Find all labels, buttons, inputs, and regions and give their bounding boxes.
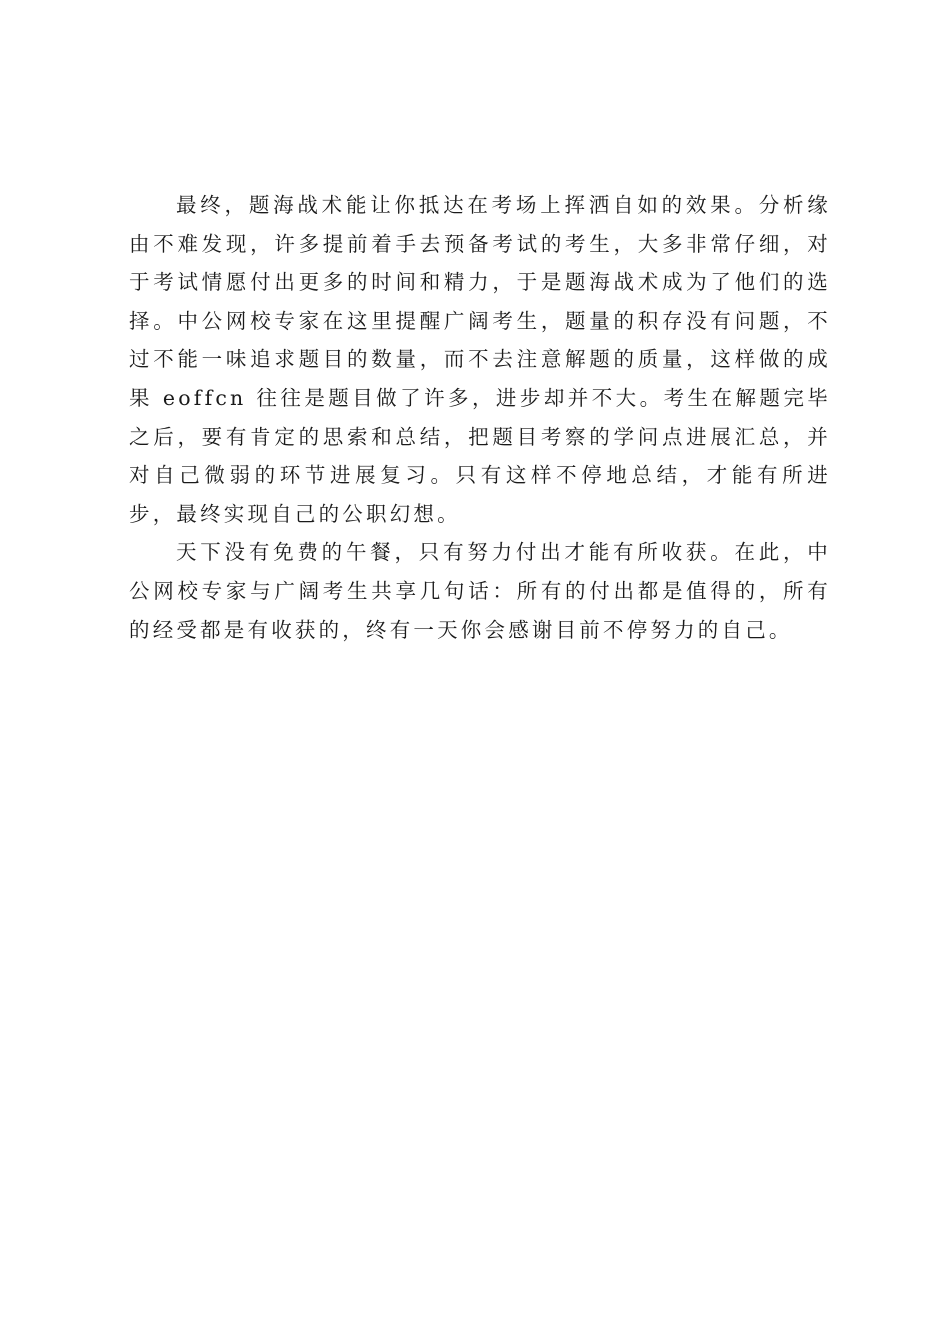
document-body xyxy=(129,186,831,649)
paragraph-1: 最终，题海战术能让你抵达在考场上挥洒自如的效果。分析缘由不难发现，许多提前着手去预备考试的考生，大多非常仔细，对于考试情愿付出更多的时间和精力，于是题海战术成为了他们的选择。中公网校专家在这里提醒广阔考生，题量的积存没有问题，不过不能一味追求题目的数量，而不去注意解题的质量，这样做的成果 eoffcn 往往是题目做了许多，进步却并不大。考生在解题完毕之后，要有肯定的思索和总结，把题目考察的学问点进展汇总，并对自己微弱的环节进展复习。只有这样不停地总结，才能有所进步，最终实现自己的公职幻想。 xyxy=(129,193,831,526)
paragraph-2: 天下没有免费的午餐，只有努力付出才能有所收获。在此，中公网校专家与广阔考生共享几句话：所有的付出都是值得的，所有的经受都是有收获的，终有一天你会感谢目前不停努力的自己。 xyxy=(129,540,831,642)
